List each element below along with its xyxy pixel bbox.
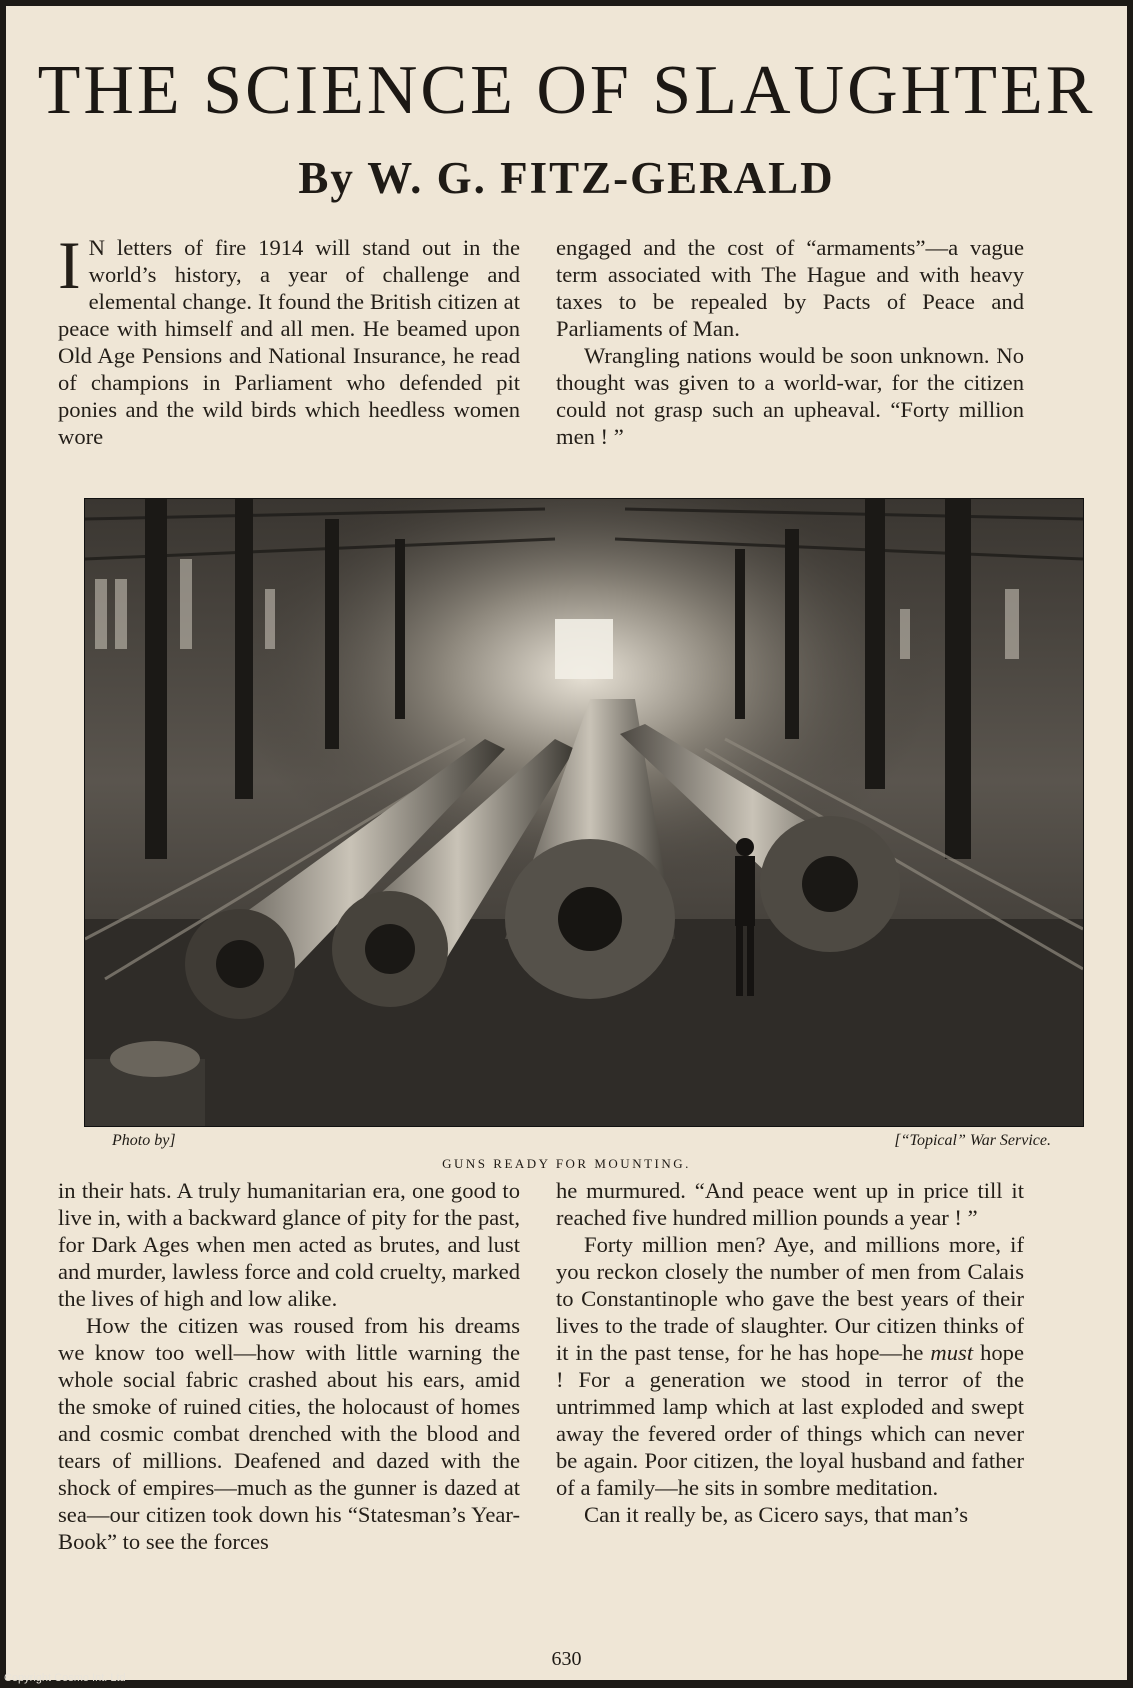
drop-cap: I: [58, 227, 81, 303]
lower-left-column: [58, 1177, 520, 1555]
emphasis: must: [930, 1340, 974, 1365]
paragraph: he murmured. “And peace went up in price till it reached five hundred million pounds a year ! ”: [556, 1178, 1024, 1230]
article-title: THE SCIENCE OF SLAUGHTER: [37, 52, 1096, 129]
photo-caption: GUNS READY FOR MOUNTING.: [442, 1156, 691, 1171]
upper-left-column: [58, 227, 520, 450]
paragraph: Wrangling nations would be soon unknown. No thought was given to a world-war, for the citizen could not grasp such an upheaval. “Forty million men ! ”: [556, 343, 1024, 449]
text-run: Forty million men? Aye, and millions more, if you reckon closely the number of men from Calais to Constantinople who gave the best years of their lives to the trade of slaughter. Our citizen thinks of it in the past tense, for he has hope—he: [556, 1232, 1024, 1365]
paragraph: How the citizen was roused from his dreams we know too well—how with little warning the whole social fabric crashed about his ears, amid the smoke of ruined cities, the holocaust of homes and cosmic combat drenched with the blood and tears of millions. Deafened and dazed with the shock of empires—much as the gunner is dazed at sea—our citizen took down his “Statesman’s Year-Book” to see the forces: [58, 1313, 520, 1554]
paragraph: engaged and the cost of “armaments”—a vague term associated with The Hague and with heavy taxes to be repealed by Pacts of Peace and Parliaments of Man.: [556, 235, 1024, 341]
copyright-notice: Copyright Cosmo Int. Ltd: [4, 1672, 126, 1684]
upper-right-column: [556, 234, 1024, 450]
lower-right-column: [556, 1177, 1024, 1528]
opening-text: N letters of fire 1914 will stand out in the world’s history, a year of challenge and elemental change. It found the British citizen at peace with himself and all men. He beamed upon Old Age Pensions and National Insurance, he read of champions in Parliament who defended pit ponies and the wild birds which heedless women wore: [58, 235, 520, 449]
article-byline: By W. G. FITZ-GERALD: [298, 153, 835, 203]
page-number: 630: [551, 1648, 582, 1670]
paragraph: in their hats. A truly humanitarian era, one good to live in, with a backward glance of pity for the past, for Dark Ages when men acted as brutes, and lust and murder, lawless force and cold cruelty, marked the lives of high and low alike.: [58, 1178, 520, 1311]
guns-photograph: [84, 498, 1084, 1127]
text-run: hope ! For a generation we stood in terror of the untrimmed lamp which at last exploded and swept away the fevered order of things which can never be again. Poor citizen, the loyal husband and father of a family—he sits in sombre meditation.: [556, 1340, 1024, 1500]
paragraph: [556, 1231, 1024, 1501]
magazine-page: [6, 6, 1127, 1680]
paragraph: Can it really be, as Cicero says, that man’s: [584, 1502, 968, 1527]
opening-paragraph: [58, 227, 520, 450]
photo-credit-label: Photo by]: [112, 1132, 176, 1149]
photo-credit-source: [“Topical” War Service.: [894, 1132, 1051, 1149]
